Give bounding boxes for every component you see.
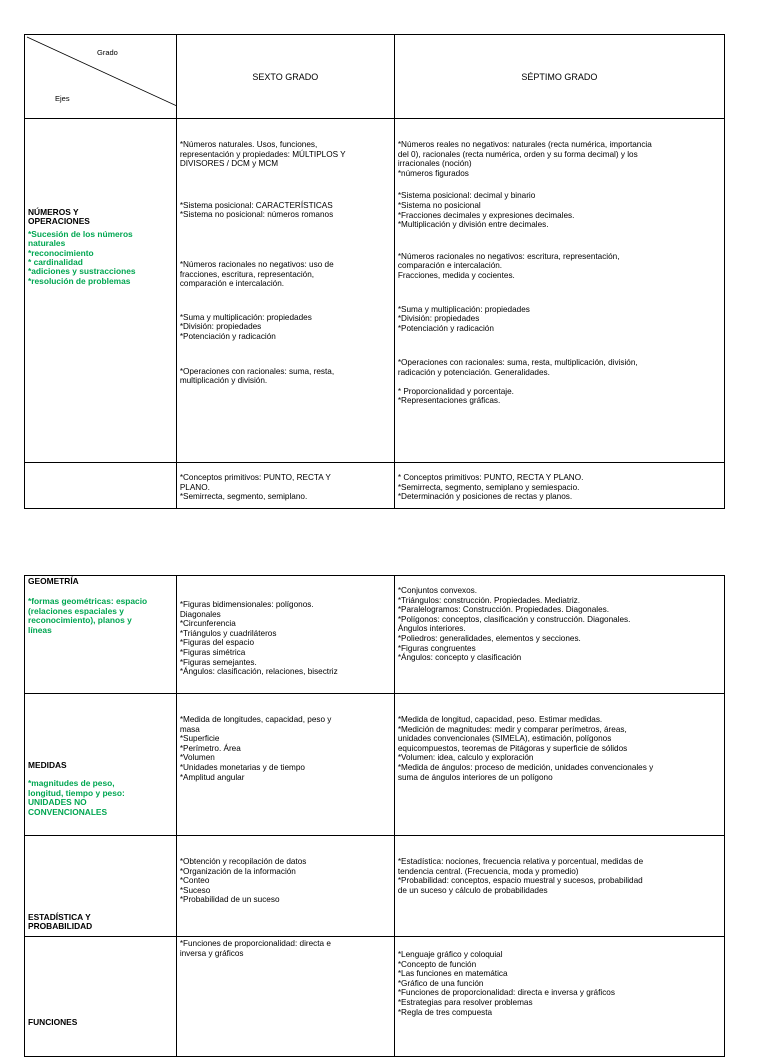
septimo-numeros-item-6: * Proporcionalidad y porcentaje. *Representaciones gráficas. <box>397 386 514 406</box>
ejes-label: Ejes <box>55 94 70 103</box>
septimo-cell-geometria <box>394 576 724 694</box>
septimo-cell-numeros <box>394 119 724 463</box>
sexto-numeros-item-1: *Números naturales. Usos, funciones, representación y propiedades: MÚLTIPLOS Y DIVISORES / DCM y MCM <box>179 140 346 169</box>
sexto-numeros-item-3: *Números racionales no negativos: uso de fracciones, escritura, representación, comparación e intercalación. <box>179 259 334 289</box>
axis-cell-geometria <box>25 576 177 694</box>
sexto-funciones-text: *Funciones de proporcionalidad: directa e inversa y gráficos <box>179 939 331 958</box>
sexto-medidas-text: *Medida de longitudes, capacidad, peso y masa *Superficie *Perímetro. Área *Volumen *Unidades monetarias y de tiempo *Amplitud angular <box>179 715 332 782</box>
septimo-numeros-item-2: *Sistema posicional: decimal y binario *Sistema no posicional *Fracciones decimales y expresiones decimales. *Multiplicación y división entre decimales. <box>397 191 575 230</box>
septimo-cell-medidas <box>394 694 724 836</box>
septimo-cell-geometria-top <box>394 463 724 509</box>
sexto-cell-funciones <box>176 937 394 1057</box>
sexto-estadistica-text: *Obtención y recopilación de datos *Organización de la información *Conteo *Suceso *Probabilidad de un suceso <box>179 857 307 905</box>
curriculum-table-top <box>24 34 725 509</box>
septimo-funciones-text: *Lenguaje gráfico y coloquial *Concepto de función *Las funciones en matemática *Gráfico de una función *Funciones de proporcionalidad: directa e inversa y gráficos *Estrategias para resolver problemas *Regla de tres compuesta <box>397 950 615 1017</box>
sexto-cell-geometria-top <box>176 463 394 509</box>
column-header-sexto: SEXTO GRADO <box>176 35 394 119</box>
axis-title-medidas: MEDIDAS <box>28 760 67 770</box>
septimo-numeros-item-1: *Números reales no negativos: naturales (recta numérica, importancia del 0), racionales (recta numérica, orden y su forma decimal) y los irracionales (noción) *números figurados <box>397 140 652 178</box>
axis-title-funciones: FUNCIONES <box>28 1017 78 1027</box>
sexto-cell-numeros <box>176 119 394 463</box>
header-corner-cell <box>25 35 177 119</box>
sexto-cell-medidas <box>176 694 394 836</box>
grado-label: Grado <box>97 48 118 57</box>
septimo-geometria-top-text: * Conceptos primitivos: PUNTO, RECTA Y PLANO. *Semirrecta, segmento, semiplano y semiespacio. *Determinación y posiciones de rectas y planos. <box>397 473 584 502</box>
axis-subtopics-medidas: *magnitudes de peso, longitud, tiempo y peso: UNIDADES NO CONVENCIONALES <box>28 778 125 817</box>
septimo-cell-estadistica <box>394 836 724 937</box>
axis-title-estadistica: ESTADÍSTICA Y PROBABILIDAD <box>28 912 93 932</box>
septimo-estadistica-text: *Estadística: nociones, frecuencia relativa y porcentual, medidas de tendencia central. (Frecuencia, moda y promedio) *Probabilidad: conceptos, espacio muestral y sucesos, probabilidad de un suceso y cálculo de probabilidades <box>397 857 644 895</box>
sexto-geometria-text: *Figuras bidimensionales: polígonos. Diagonales *Circunferencia *Triángulos y cuadriláteros *Figuras del espacio *Figuras simétrica *Figuras semejantes. *Ángulos: clasificación, relaciones, bisectriz <box>179 600 338 677</box>
axis-subtopics-numeros: *Sucesión de los números naturales *reconocimiento * cardinalidad *adiciones y sustracciones *resolución de problemas <box>28 228 136 286</box>
curriculum-table-bottom <box>24 575 725 1057</box>
septimo-numeros-item-5: *Operaciones con racionales: suma, resta, multiplicación, división, radicación y potenciación. Generalidades. <box>397 358 638 377</box>
axis-cell-estadistica <box>25 836 177 937</box>
axis-title-geometria: GEOMETRÍA <box>28 576 79 586</box>
axis-title-numeros: NÚMEROS Y OPERACIONES <box>28 207 90 227</box>
sexto-cell-estadistica <box>176 836 394 937</box>
septimo-medidas-text: *Medida de longitud, capacidad, peso. Estimar medidas. *Medición de magnitudes: medir y comparar perímetros, áreas, unidades convencionales (SIMELA), estimación, polígonos equicompuestos, teoremas de Pitágoras y superficie de sólidos *Volumen: idea, calculo y exploración *Medida de ángulos: proceso de medición, unidades convencionales y suma de ángulos interiores de un polígono <box>397 715 654 782</box>
sexto-cell-geometria <box>176 576 394 694</box>
sexto-numeros-item-4: *Suma y multiplicación: propiedades *División: propiedades *Potenciación y radicación <box>179 312 312 341</box>
septimo-numeros-item-3: *Números racionales no negativos: escritura, representación, comparación e intercalación. Fracciones, medida y cocientes. <box>397 251 620 280</box>
axis-cell-medidas <box>25 694 177 836</box>
axis-subtopics-geometria: *formas geométricas: espacio (relaciones espaciales y reconocimiento), planos y líneas <box>28 596 148 635</box>
sexto-numeros-item-5: *Operaciones con racionales: suma, resta, multiplicación y división. <box>179 366 335 386</box>
sexto-numeros-item-2: *Sistema posicional: CARACTERÍSTICAS *Sistema no posicional: números romanos <box>179 200 334 220</box>
septimo-geometria-text: *Conjuntos convexos. *Triángulos: construcción. Propiedades. Mediatriz. *Paralelogramos: Construcción. Propiedades. Diagonales. *Polígonos: conceptos, clasificación y construcción. Diagonales. Ángulos interiores. *Poliedros: generalidades, elementos y secciones. *Figuras congruentes *Ángulos: concepto y clasificación <box>397 586 631 663</box>
axis-cell-numeros <box>25 119 177 463</box>
sexto-geometria-top-text: *Conceptos primitivos: PUNTO, RECTA Y PLANO. *Semirrecta, segmento, semiplano. <box>179 473 331 502</box>
axis-cell-geometria-continued <box>25 463 177 509</box>
septimo-cell-funciones <box>394 937 724 1057</box>
septimo-numeros-item-4: *Suma y multiplicación: propiedades *División: propiedades *Potenciación y radicación <box>397 304 530 333</box>
column-header-septimo: SÉPTIMO GRADO <box>394 35 724 119</box>
axis-cell-funciones <box>25 937 177 1057</box>
